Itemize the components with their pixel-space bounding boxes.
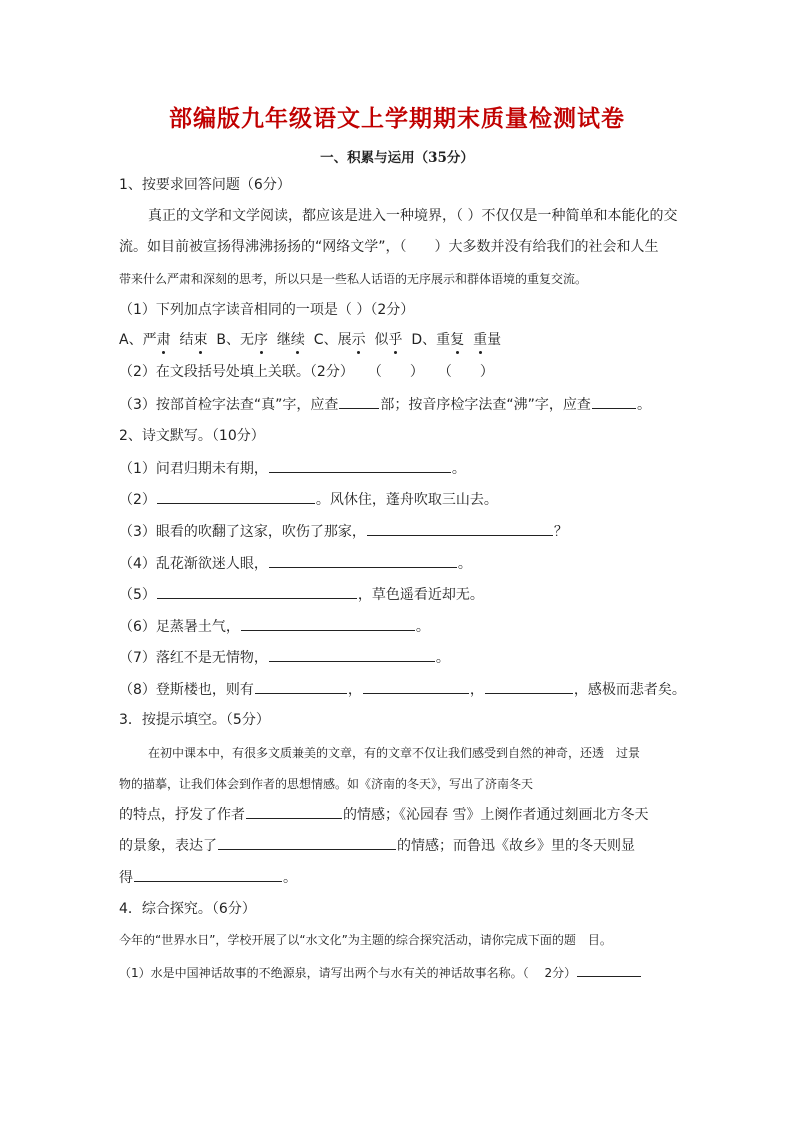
q2-line-3-text: （3）眼看的吹翻了这家，吹伤了那家， bbox=[119, 524, 366, 540]
q3-passage-line-5 bbox=[119, 867, 297, 888]
option-a-prefix: A、严 bbox=[119, 332, 157, 348]
dotted-char: 示 bbox=[351, 332, 366, 348]
q3-passage-line-2: 物的描摹，让我们体会到作者的思想情感。如《济南的冬天》，写出了济南冬天 bbox=[119, 777, 534, 791]
answer-blank[interactable] bbox=[339, 394, 379, 409]
answer-blank[interactable] bbox=[269, 458, 451, 473]
q2-line-3-end: ？ bbox=[553, 524, 568, 540]
q2-line-1-end: 。 bbox=[451, 461, 466, 477]
option-d-post: 量 bbox=[487, 332, 502, 348]
dotted-char: 束 bbox=[193, 332, 208, 348]
q2-line-6-end: 。 bbox=[415, 619, 430, 635]
q2-line-8-end: ，感极而悲者矣。 bbox=[573, 682, 686, 698]
option-c-mid: 似 bbox=[365, 332, 389, 348]
q2-line-5-num: （5） bbox=[119, 587, 156, 603]
q3-text: 。 bbox=[283, 870, 297, 886]
exam-title: 部编版九年级语文上学期期末质量检测试卷 bbox=[169, 105, 625, 132]
q2-line-8-sep: ， bbox=[347, 682, 362, 698]
dotted-char: 重 bbox=[473, 332, 488, 348]
answer-blank[interactable] bbox=[157, 489, 315, 504]
q1-sub3-text-c: 。 bbox=[636, 397, 651, 413]
q3-passage-line-4 bbox=[119, 835, 635, 856]
q2-line-5-text: ，草色遥看近却无。 bbox=[357, 587, 484, 603]
dotted-char: 肃 bbox=[156, 332, 171, 348]
q2-line-5 bbox=[119, 584, 484, 605]
q3-passage-line-1: 在初中课本中，有很多文质兼美的文章，有的文章不仅让我们感受到自然的神奇，还透 过景 bbox=[148, 746, 641, 760]
q1-sub3-text-b: 部；按音序检字法查“沸”字，应查 bbox=[380, 397, 591, 413]
answer-blank[interactable] bbox=[577, 962, 641, 977]
answer-blank[interactable] bbox=[363, 679, 469, 694]
q2-line-3 bbox=[119, 521, 568, 542]
answer-blank[interactable] bbox=[485, 679, 573, 694]
q1-sub3 bbox=[119, 394, 651, 415]
answer-blank[interactable] bbox=[592, 394, 636, 409]
q1-sub1: （1）下列加点字读音相同的一项是（ ）（2分） bbox=[119, 302, 415, 318]
q2-line-7 bbox=[119, 647, 450, 668]
option-d-mid bbox=[464, 332, 473, 348]
q2-line-7-end: 。 bbox=[435, 650, 450, 666]
dotted-char: 续 bbox=[290, 332, 305, 348]
q2-line-6-text: （6）足蒸暑土气， bbox=[119, 619, 240, 635]
q1-passage-line-3: 带来什么严肃和深刻的思考，所以只是一些私人话语的无序展示和群体语境的重复交流。 bbox=[119, 272, 588, 286]
q3-text: 的景象，表达了 bbox=[119, 838, 217, 854]
q4-sub1 bbox=[119, 962, 642, 983]
option-b-prefix: B、无 bbox=[207, 332, 254, 348]
q4-intro: 今年的“世界水日”，学校开展了以“水文化”为主题的综合探究活动，请你完成下面的题 目。 bbox=[119, 933, 612, 947]
q2-line-4 bbox=[119, 553, 472, 574]
q3-passage-line-3 bbox=[119, 804, 648, 825]
q2-line-4-text: （4）乱花渐欲迷人眼， bbox=[119, 556, 268, 572]
q1-sub2: （2）在文段括号处填上关联。（2分） （ ） （ ） bbox=[119, 364, 494, 380]
q2-line-2 bbox=[119, 489, 498, 510]
q2-line-8 bbox=[119, 679, 686, 700]
q2-line-2-num: （2） bbox=[119, 492, 156, 508]
q2-line-1-text: （1）问君归期未有期， bbox=[119, 461, 268, 477]
answer-blank[interactable] bbox=[269, 647, 435, 662]
q3-text: 的情感；而鲁迅《故乡》里的冬天则显 bbox=[397, 838, 635, 854]
answer-blank[interactable] bbox=[157, 584, 357, 599]
option-b-mid: 继 bbox=[268, 332, 291, 348]
answer-blank[interactable] bbox=[246, 804, 342, 819]
answer-blank[interactable] bbox=[255, 679, 347, 694]
option-d-prefix: D、重 bbox=[402, 332, 451, 348]
q2-heading: 2、诗文默写。（10分） bbox=[119, 428, 265, 444]
answer-blank[interactable] bbox=[134, 867, 282, 882]
q2-line-7-text: （7）落红不是无情物， bbox=[119, 650, 268, 666]
q2-line-4-end: 。 bbox=[457, 556, 472, 572]
answer-blank[interactable] bbox=[218, 835, 396, 850]
q2-line-2-text: 。风休住，蓬舟吹取三山去。 bbox=[315, 492, 498, 508]
q1-passage-line-2: 流。如目前被宣扬得沸沸扬扬的“网络文学”，（ ）大多数并没有给我们的社会和人生 bbox=[119, 239, 659, 255]
option-a-mid: 结 bbox=[170, 332, 194, 348]
dotted-char: 复 bbox=[450, 332, 465, 348]
answer-blank[interactable] bbox=[367, 521, 553, 536]
q1-heading: 1、按要求回答问题（6分） bbox=[119, 177, 291, 193]
answer-blank[interactable] bbox=[269, 553, 457, 568]
option-c-prefix: C、展 bbox=[304, 332, 352, 348]
q3-text: 的情感；《沁园春 雪》上阕作者通过刻画北方冬天 bbox=[343, 807, 649, 823]
q4-sub1-text: （1）水是中国神话故事的不绝源泉，请写出两个与水有关的神话故事名称。（ 2分） bbox=[119, 966, 577, 980]
q2-line-1 bbox=[119, 458, 466, 479]
q4-heading: 4．综合探究。（6分） bbox=[119, 901, 256, 917]
q1-passage-line-1: 真正的文学和文学阅读，都应该是进入一种境界，（ ）不仅仅是一种简单和本能化的交 bbox=[148, 208, 678, 224]
q3-text: 得 bbox=[119, 870, 133, 886]
dotted-char: 乎 bbox=[388, 332, 403, 348]
q2-line-8-text: （8）登斯楼也，则有 bbox=[119, 682, 254, 698]
dotted-char: 序 bbox=[254, 332, 268, 348]
q1-options bbox=[119, 330, 501, 350]
answer-blank[interactable] bbox=[241, 616, 415, 631]
section-heading: 一、积累与运用（35分） bbox=[320, 150, 474, 166]
q2-line-8-sep: ， bbox=[469, 682, 484, 698]
q3-text: 的特点，抒发了作者 bbox=[119, 807, 245, 823]
q1-sub3-text-a: （3）按部首检字法查“真”字，应查 bbox=[119, 397, 339, 413]
q2-line-6 bbox=[119, 616, 430, 637]
q3-heading: 3．按提示填空。（5分） bbox=[119, 712, 270, 728]
